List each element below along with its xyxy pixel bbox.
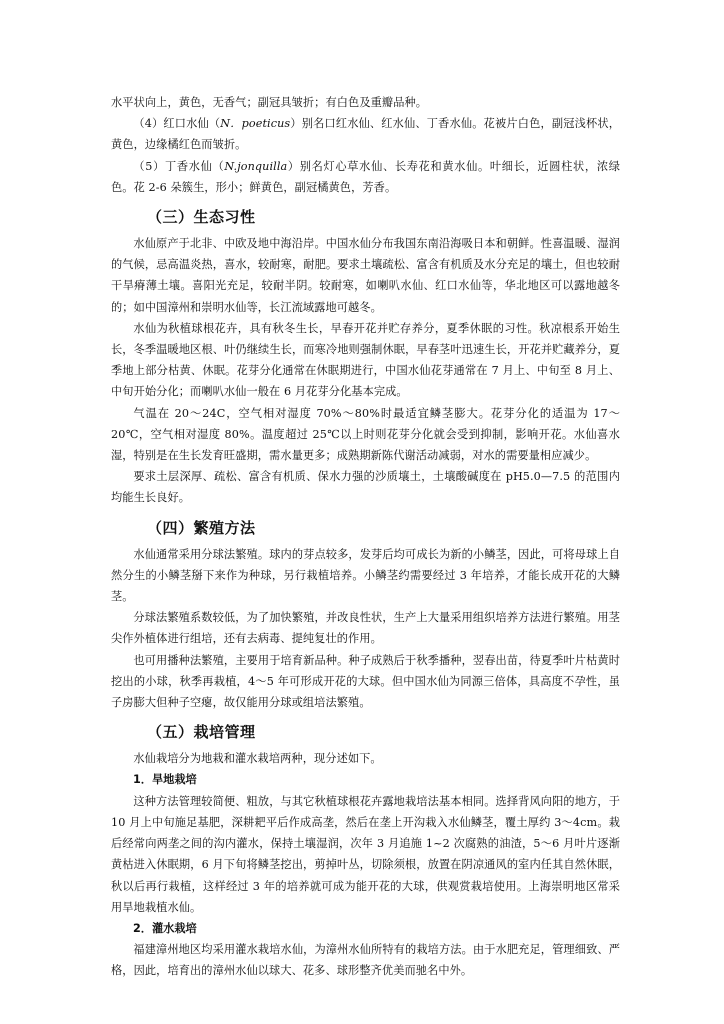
para-ecology-soil: 要求土层深厚、疏松、富含有机质、保水力强的沙质壤土，土壤酸碱度在 pH5.0—7.5 的范围内均能生长良好。 <box>111 470 620 505</box>
species-5-intro: （5）丁香水仙（ <box>133 159 225 173</box>
para-species-4 <box>111 113 620 155</box>
para-cultivation-intro: 水仙栽培分为地栽和灌水栽培两种，现分述如下。 <box>133 752 382 766</box>
species-5-description: ）别名灯心草水仙、长寿花和黄水仙。叶细长，近圆柱状，浓绿色。花 2-6 朵簇生，形小；鲜黄色，副冠橘黄色，芳香。 <box>111 159 620 194</box>
section-heading-ecology: （三）生态习性 <box>147 208 256 227</box>
para-propagation-seed: 也可用播种法繁殖，主要用于培育新品种。种子成熟后于秋季播种，翌春出苗，待夏季叶片枯黄时挖出的小球，秋季再栽植，4～5 年可形成开花的大球。但中国水仙为同源三倍体，具高度不孕性，虽子房膨大但种子空瘪，故仅能用分球或组培法繁殖。 <box>111 653 620 710</box>
para-species-3-end: 水平状向上，黄色，无香气；副冠具皱折；有白色及重瓣品种。 <box>111 96 428 109</box>
para-dryland-cultivation: 这种方法管理较简便、粗放，与其它秋植球根花卉露地栽培法基本相同。选择背风向阳的地方，于 10 月上中旬施足基肥，深耕耙平后作成高垄，然后在垄上开沟栽入水仙鳞茎，覆土厚约 3～4cm。栽后经常向两垄之间的沟内灌水，保持土壤湿润，次年 3 月追施 1~2 次腐熟的油渣，5～6 月叶片逐渐黄枯进入休眠期，6 月下旬将鳞茎挖出，剪掉叶丛，切除须根，放置在阴凉通风的室内任其自然休眠，秋以后再行栽植，这样经过 3 年的培养就可成为能开花的大球，供观赏栽培使用。上海崇明地区常采用旱地栽植水仙。 <box>111 794 620 914</box>
species-4-intro: （4）红口水仙（ <box>133 117 221 131</box>
subheading-irrigated-cultivation: 2．灌水栽培 <box>133 921 197 935</box>
species-4-latin-name: N．poeticus <box>220 117 291 131</box>
section-heading-propagation: （四）繁殖方法 <box>147 518 256 537</box>
section-heading-cultivation: （五）栽培管理 <box>147 723 256 742</box>
para-ecology-temperature: 气温在 20～24C，空气相对湿度 70%～80%时最适宜鳞茎膨大。花芽分化的适温为 17～20℃，空气相对湿度 80%。温度超过 25℃以上时则花芽分化就会受到抑制，影响开花。水仙喜水湿，特别是在生长发育旺盛期，需水量更多；成熟期新陈代谢活动减弱，对水的需要量相应减少。 <box>111 406 620 463</box>
para-ecology-habit: 水仙为秋植球根花卉，具有秋冬生长，早春开花并贮存养分，夏季休眠的习性。秋凉根系开始生长，冬季温暖地区根、叶仍继续生长，而寒冷地则强制休眠，早春茎叶迅速生长，开花并贮藏养分，夏季地上部分枯黄、休眠。花芽分化通常在休眠期进行，中国水仙花芽通常在 7 月上、中旬至 8 月上、中旬开始分化；而喇叭水仙一般在 6 月花芽分化基本完成。 <box>111 321 620 399</box>
species-5-latin-name: N.jonquilla <box>224 159 288 173</box>
para-propagation-division: 水仙通常采用分球法繁殖。球内的芽点较多，发芽后均可成长为新的小鳞茎，因此，可将母球上自然分生的小鳞茎掰下来作为种球，另行栽植培养。小鳞茎约需要经过 3 年培养，才能长成开花的大鳞茎。 <box>111 547 620 604</box>
para-species-5 <box>111 156 620 198</box>
para-irrigated-cultivation: 福建漳州地区均采用灌水栽培水仙，为漳州水仙所特有的栽培方法。由于水肥充足，管理细致、严格，因此，培育出的漳州水仙以球大、花多、球形整齐优美而驰名中外。 <box>111 943 620 978</box>
species-4-description: ）别名口红水仙、红水仙、丁香水仙。花被片白色，副冠浅杯状，黄色，边缘橘红色而皱折。 <box>111 117 621 152</box>
subheading-dryland-cultivation: 1．旱地栽培 <box>133 773 197 787</box>
para-propagation-tissue-culture: 分球法繁殖系数较低，为了加快繁殖，并改良性状，生产上大量采用组织培养方法进行繁殖。用茎尖作外植体进行组培，还有去病毒、提纯复壮的作用。 <box>111 611 620 646</box>
para-ecology-origin: 水仙原产于北非、中欧及地中海沿岸。中国水仙分布我国东南沿海吸日本和朝鲜。性喜温暖、湿润的气候，忌高温炎热，喜水，较耐寒，耐肥。要求土壤疏松、富含有机质及水分充足的壤土，但也较耐干旱瘠薄土壤。喜阳光充足，较耐半阴。较耐寒，如喇叭水仙、红口水仙等，华北地区可以露地越冬的；如中国漳州和崇明水仙等，长江流域露地可越冬。 <box>111 237 620 314</box>
